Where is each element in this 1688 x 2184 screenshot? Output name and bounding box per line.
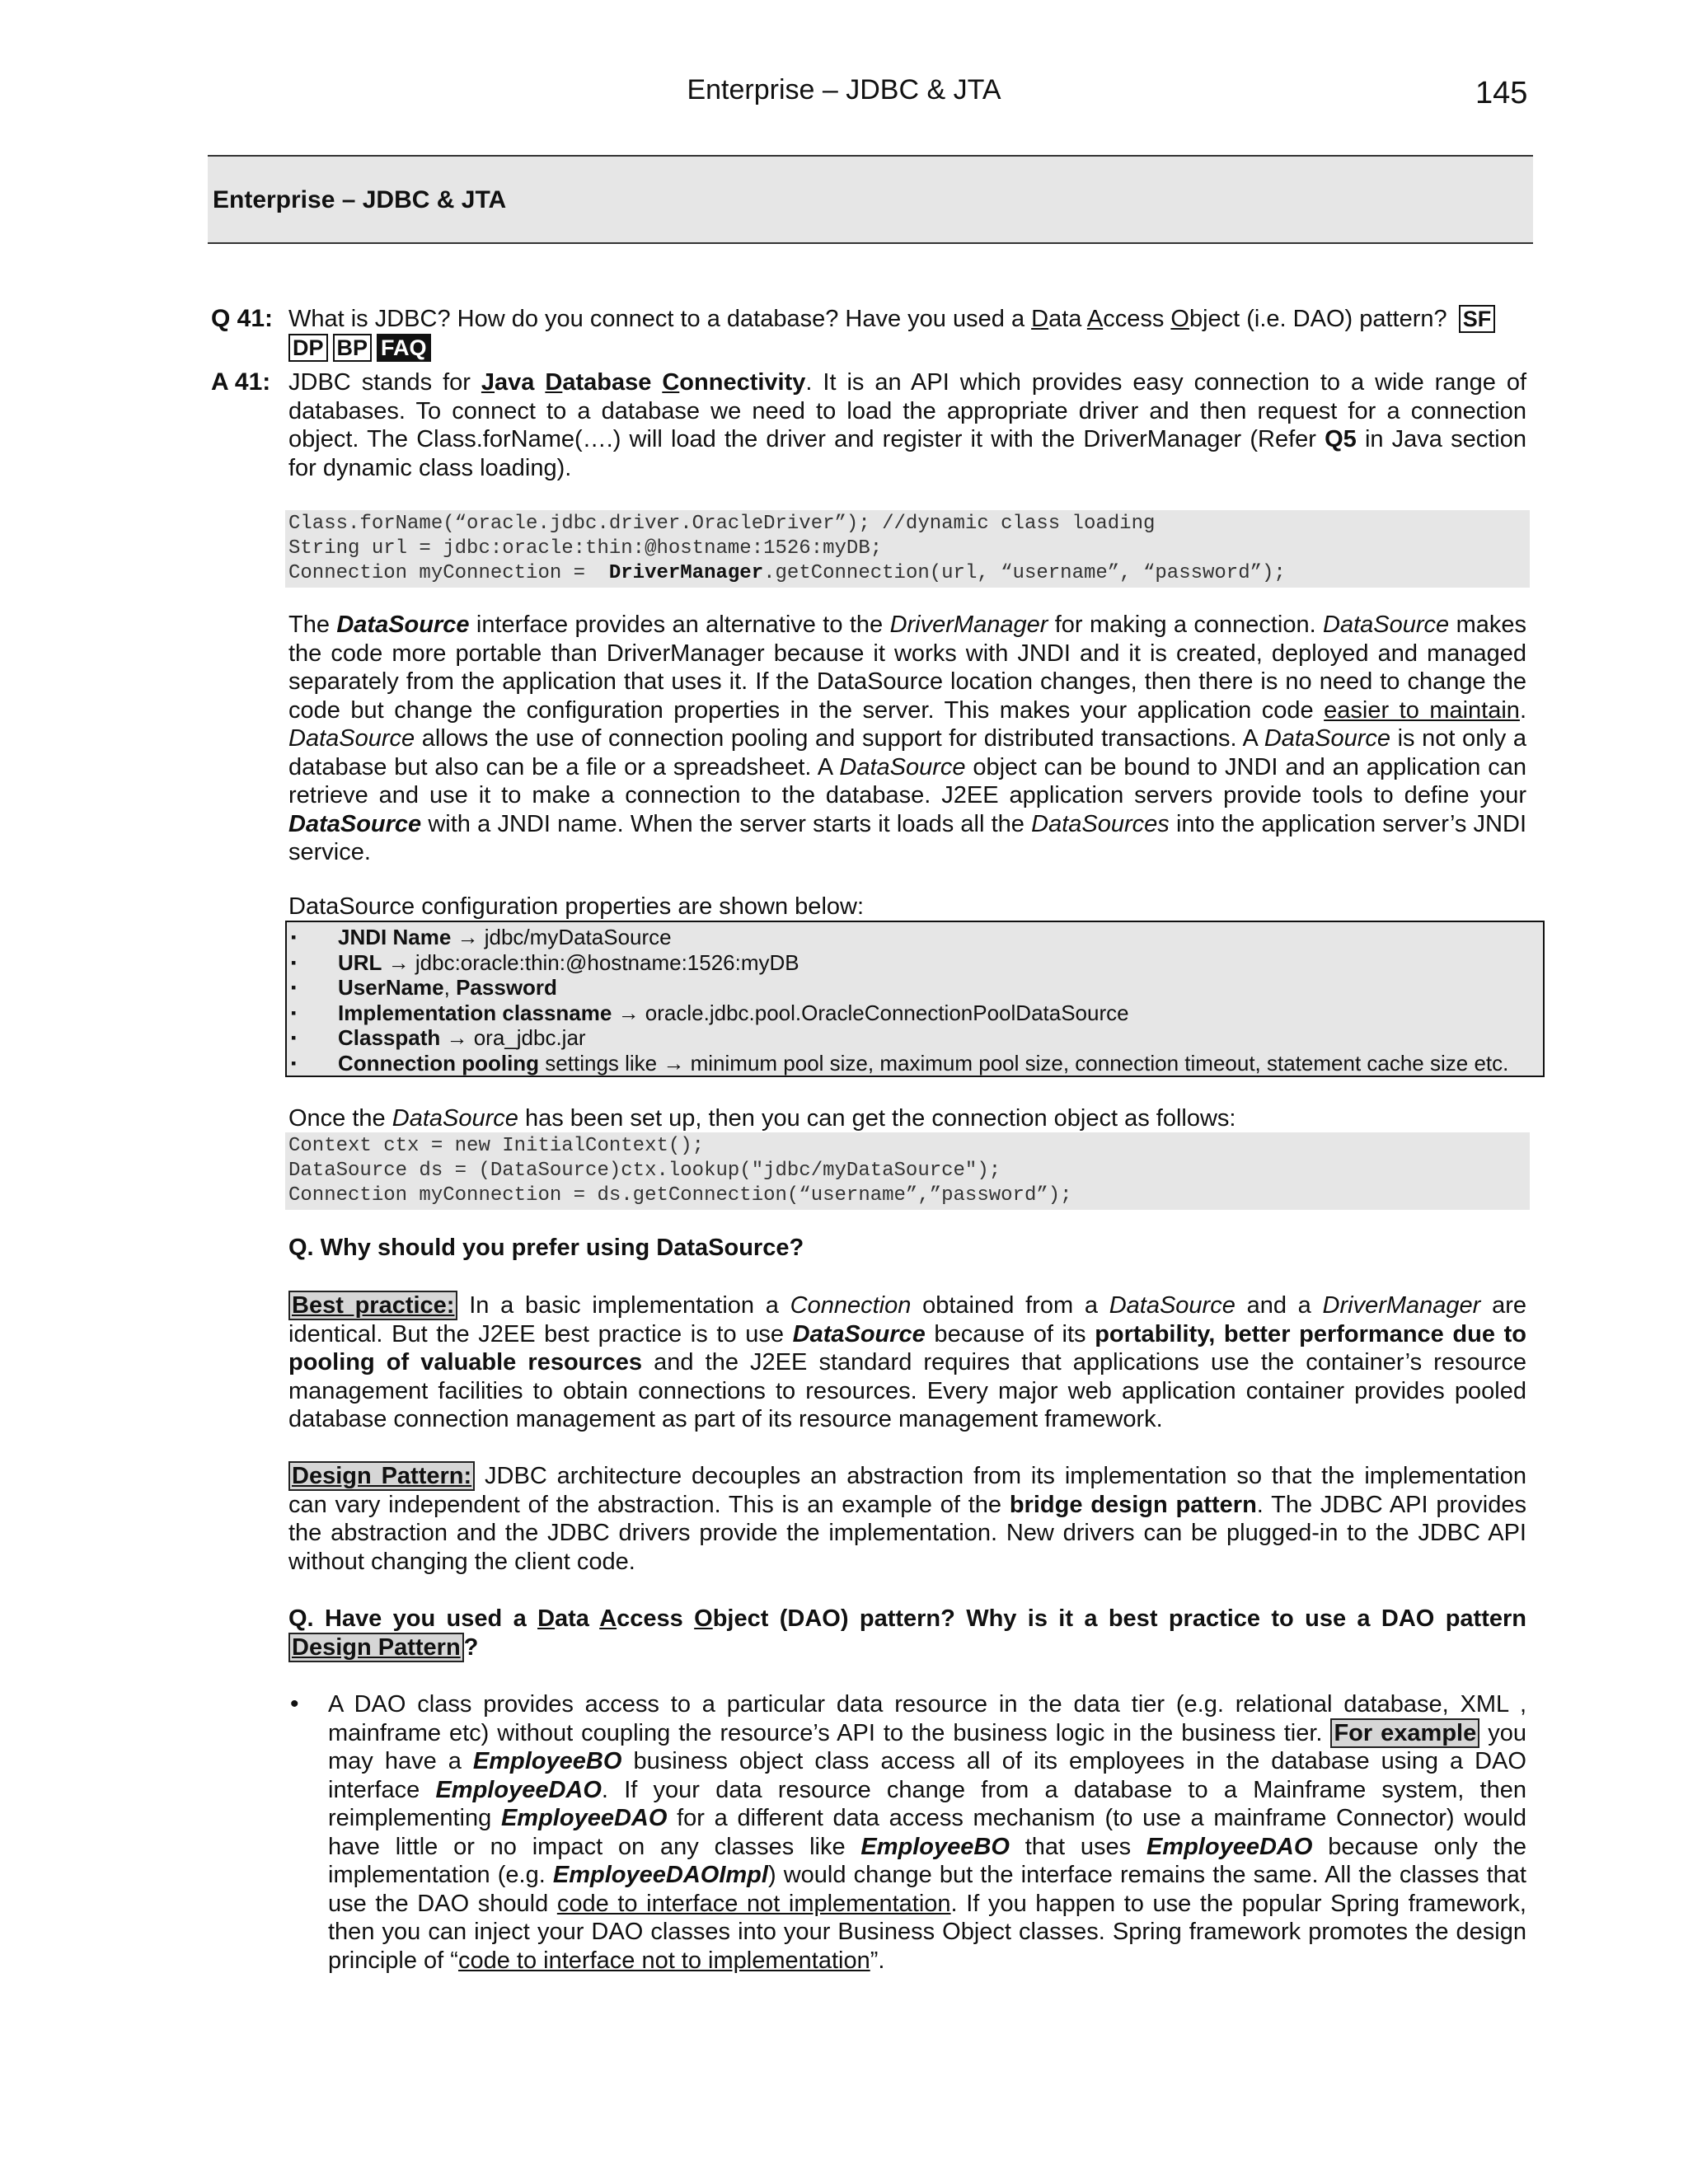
tag-faq: FAQ <box>377 334 431 362</box>
code-block-jndi-lookup: Context ctx = new InitialContext(); DataSource ds = (DataSource)ctx.lookup("jdbc/myDataSource"); Connection myConnection = ds.getConnection(“username”,”password”); <box>285 1132 1530 1210</box>
design-pattern-paragraph: Design Pattern: JDBC architecture decouples an abstraction from its implementation so that the implementation can vary independent of the abstraction. This is an example of the bridge design pattern. The JDBC API provides the abstraction and the JDBC drivers provide the implementation. New drivers can be plugged-in to the JDBC API without changing the client code. <box>288 1463 1526 1575</box>
design-pattern-label: Design Pattern <box>288 1633 464 1662</box>
datasource-paragraph: The DataSource interface provides an alternative to the DriverManager for making a connection. DataSource makes the code more portable than DriverManager because it works with JNDI and it is created, deployed and managed separately from the application that uses it. If the DataSource location changes, then there is no need to change the code but change the configuration properties in the server. This makes your application code easier to maintain. DataSource allows the use of connection pooling and support for distributed transactions. A DataSource is not only a database but also can be a file or a spreadsheet. A DataSource object can be bound to JNDI and an application can retrieve and use it to make a connection to the database. J2EE application servers provide tools to define your DataSource with a JNDI name. When the server starts it loads all the DataSources into the application server’s JNDI service. <box>288 612 1527 865</box>
question-label: Q 41: <box>211 305 274 332</box>
config-item: ▪ JNDI Name → jdbc/myDataSource <box>291 925 672 949</box>
config-properties-box <box>285 921 1545 1077</box>
config-item: ▪ UserName, Password <box>291 975 557 1000</box>
tag-dp: DP <box>288 334 328 362</box>
answer-label: A 41: <box>211 368 271 396</box>
code-block-drivermanager: Class.forName(“oracle.jdbc.driver.OracleDriver”); //dynamic class loading String url = jdbc:oracle:thin:@hostname:1526:myDB; Connection myConnection = DriverManager.getConnection(url, “username”, “password”); <box>285 510 1530 588</box>
question-text: What is JDBC? How do you connect to a database? Have you used a Data Access Object (i.e. DAO) pattern? SF DP BP FAQ <box>288 305 1526 362</box>
best-practice-label: Best practice: <box>288 1291 457 1320</box>
why-datasource-question: Q. Why should you prefer using DataSource? <box>288 1235 804 1261</box>
for-example-label: For example <box>1330 1718 1479 1748</box>
config-item: ▪ Implementation classname → oracle.jdbc.pool.OracleConnectionPoolDataSource <box>291 1000 1129 1025</box>
best-practice-paragraph: Best practice: In a basic implementation a Connection obtained from a DataSource and a DriverManager are identical. But the J2EE best practice is to use DataSource because of its portability, better performance due to pooling of valuable resources and the J2EE standard requires that applications use the container’s resource management facilities to obtain connections to resources. Every major web application container provides pooled database connection management as part of its resource management framework. <box>288 1292 1526 1432</box>
chapter-title: Enterprise – JDBC & JTA <box>213 186 507 213</box>
running-title: Enterprise – JDBC & JTA <box>687 74 1001 105</box>
dao-question: Q. Have you used a Data Access Object (DAO) pattern? Why is it a best practice to use a DAO pattern Design Pattern ? <box>288 1605 1526 1661</box>
bullet-dot: • <box>290 1690 299 1718</box>
tag-sf: SF <box>1459 305 1496 333</box>
chapter-banner <box>208 155 1533 244</box>
dao-bullet-paragraph: A DAO class provides access to a particular data resource in the data tier (e.g. relational database, XML , mainframe etc) without coupling the resource’s API to the business logic in the business tier. For example you may have a EmployeeBO business object class access all of its employees in the database using a DAO interface EmployeeDAO. If your data resource change from a database to a Mainframe system, then reimplementing EmployeeDAO for a different data access mechanism (to use a mainframe Connector) would have little or no impact on any classes like EmployeeBO that uses EmployeeDAO because only the implementation (e.g. EmployeeDAOImpl) would change but the interface remains the same. All the classes that use the DAO should code to interface not implementation. If you happen to use the popular Spring framework, then you can inject your DAO classes into your Business Object classes. Spring framework promotes the design principle of “code to interface not to implementation”. <box>328 1691 1526 1974</box>
config-item: ▪ Connection pooling settings like → minimum pool size, maximum pool size, connection timeout, statement cache size etc. <box>291 1050 1509 1076</box>
lookup-intro: Once the DataSource has been set up, then you can get the connection object as follows: <box>288 1105 1236 1132</box>
answer-intro: JDBC stands for Java Database Connectivity. It is an API which provides easy connection to a wide range of databases. To connect to a database we need to load the appropriate driver and then request for a connection object. The Class.forName(….) will load the driver and register it with the DriverManager (Refer Q5 in Java section for dynamic class loading). <box>288 369 1527 481</box>
config-intro: DataSource configuration properties are shown below: <box>288 893 865 920</box>
config-item: ▪ Classpath → ora_jdbc.jar <box>291 1025 586 1050</box>
config-item: ▪ URL → jdbc:oracle:thin:@hostname:1526:myDB <box>291 949 799 975</box>
design-pattern-label: Design Pattern: <box>288 1461 475 1491</box>
tag-bp: BP <box>333 334 373 362</box>
page-number: 145 <box>1475 76 1528 110</box>
